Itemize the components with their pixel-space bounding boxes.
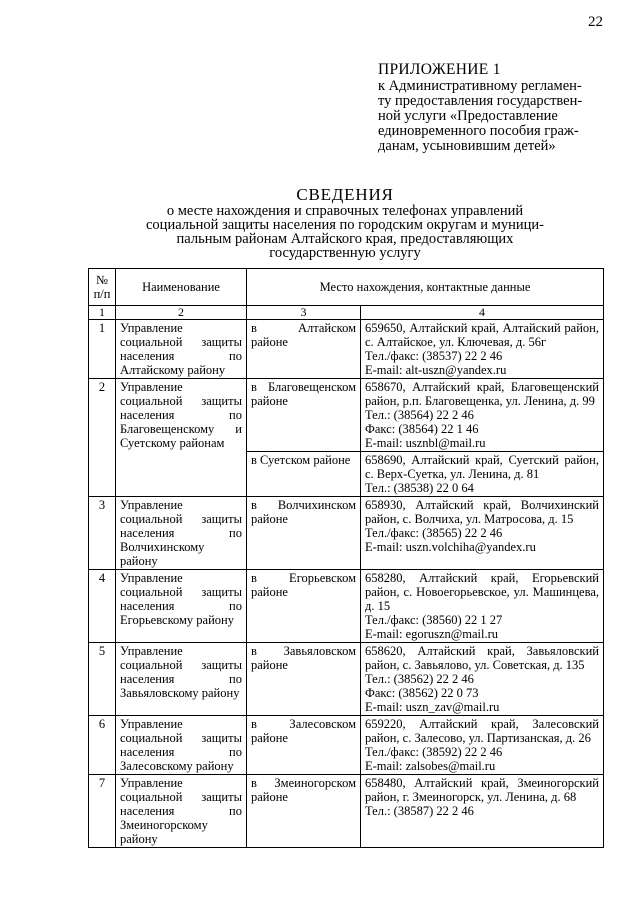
document-title: СВЕДЕНИЯ (296, 185, 394, 204)
row-number: 1 (89, 320, 116, 379)
heading-line: пальным районам Алтайского края, предоставляющих (176, 231, 514, 247)
row-number: 6 (89, 716, 116, 775)
table-row (89, 497, 604, 570)
office-name: Управление социальной защиты населения по Егорьевскому району (116, 570, 247, 643)
contact-line: Тел.: (38538) 22 0 64 (365, 481, 474, 495)
contacts-cell (361, 452, 604, 497)
contact-line: E-mail: zalsobes@mail.ru (365, 759, 496, 773)
appendix-block (378, 62, 600, 154)
address-line: 658670, Алтайский край, Благовещенский район, р.п. Благовещенка, ул. Ленина, д. 99 (365, 380, 599, 408)
address-line: 658280, Алтайский край, Егорьевский район, с. Новоегорьевское, ул. Машинцева, д. 15 (365, 571, 599, 613)
district-cell: в Залесовском районе (247, 716, 361, 775)
column-number: 2 (116, 306, 247, 320)
contact-line: Тел./факс: (38592) 22 2 46 (365, 745, 503, 759)
office-name: Управление социальной защиты населения по Волчихинскому району (116, 497, 247, 570)
contact-line: E-mail: egoruszn@mail.ru (365, 627, 499, 641)
district-cell: в Егорьевском районе (247, 570, 361, 643)
table-row (89, 775, 604, 848)
table-row (89, 379, 604, 452)
heading-line: социальной защиты населения по городским округам и муници- (146, 217, 544, 233)
office-name: Управление социальной защиты населения по Завьяловскому району (116, 643, 247, 716)
contacts-cell (361, 775, 604, 848)
district-cell: в Змеиногорском районе (247, 775, 361, 848)
address-line: 658620, Алтайский край, Завьяловский район, с. Завьялово, ул. Советская, д. 135 (365, 644, 599, 672)
page-number: 22 (588, 14, 603, 30)
column-number: 1 (89, 306, 116, 320)
header-name: Наименование (116, 269, 247, 306)
heading-line: государственную услугу (269, 245, 421, 261)
contacts-cell (361, 643, 604, 716)
contacts-cell (361, 716, 604, 775)
district-cell: в Завьяловском районе (247, 643, 361, 716)
district-cell: в Суетском районе (247, 452, 361, 497)
header-place: Место нахождения, контактные данные (247, 269, 604, 306)
address-line: 658930, Алтайский край, Волчихинский район, с. Волчиха, ул. Матросова, д. 15 (365, 498, 599, 526)
contact-line: Факс: (38562) 22 0 73 (365, 686, 479, 700)
contact-line: E-mail: usznbl@mail.ru (365, 436, 486, 450)
table-row (89, 643, 604, 716)
contact-line: E-mail: alt-uszn@yandex.ru (365, 363, 507, 377)
contacts-cell (361, 570, 604, 643)
contact-line: Факс: (38564) 22 1 46 (365, 422, 479, 436)
contact-line: E-mail: uszn_zav@mail.ru (365, 700, 500, 714)
row-number: 3 (89, 497, 116, 570)
appendix-line: ту предоставления государствен- (378, 93, 583, 109)
contact-line: Тел.: (38587) 22 2 46 (365, 804, 474, 818)
address-line: 658690, Алтайский край, Суетский район, с. Верх-Суетка, ул. Ленина, д. 81 (365, 453, 599, 481)
contact-line: E-mail: uszn.volchiha@yandex.ru (365, 540, 536, 554)
appendix-line: к Административному регламен- (378, 78, 582, 94)
table-header-row (89, 269, 604, 306)
contacts-cell (361, 320, 604, 379)
column-number-row (89, 306, 604, 320)
table-row (89, 320, 604, 379)
address-line: 659650, Алтайский край, Алтайский район, с. Алтайское, ул. Ключевая, д. 56г (365, 321, 599, 349)
table-row (89, 716, 604, 775)
contacts-cell (361, 379, 604, 452)
district-cell: в Благовещенском районе (247, 379, 361, 452)
district-cell: в Волчихинском районе (247, 497, 361, 570)
address-line: 659220, Алтайский край, Залесовский район, с. Залесово, ул. Партизанская, д. 26 (365, 717, 599, 745)
row-number: 7 (89, 775, 116, 848)
column-number: 3 (247, 306, 361, 320)
row-number: 2 (89, 379, 116, 497)
offices-table (88, 268, 604, 848)
document-heading (110, 185, 580, 261)
district-cell: в Алтайском районе (247, 320, 361, 379)
contact-line: Тел.: (38564) 22 2 46 (365, 408, 474, 422)
appendix-line: ной услуги «Предоставление (378, 108, 558, 124)
office-name: Управление социальной защиты населения по Благовещенскому и Суетскому районам (116, 379, 247, 497)
office-name: Управление социальной защиты населения по Залесовскому району (116, 716, 247, 775)
contact-line: Тел./факс: (38565) 22 2 46 (365, 526, 503, 540)
contact-line: Тел./факс: (38537) 22 2 46 (365, 349, 503, 363)
appendix-text (378, 79, 600, 154)
address-line: 658480, Алтайский край, Змеиногорский район, г. Змеиногорск, ул. Ленина, д. 68 (365, 776, 599, 804)
table-row (89, 570, 604, 643)
row-number: 5 (89, 643, 116, 716)
header-number: № п/п (89, 269, 116, 306)
contacts-cell (361, 497, 604, 570)
heading-line: о месте нахождения и справочных телефонах управлений (166, 203, 524, 219)
contact-line: Тел./факс: (38560) 22 1 27 (365, 613, 503, 627)
row-number: 4 (89, 570, 116, 643)
office-name: Управление социальной защиты населения по Алтайскому району (116, 320, 247, 379)
appendix-line: данам, усыновившим детей» (378, 138, 556, 154)
table-body (89, 320, 604, 848)
contact-line: Тел.: (38562) 22 2 46 (365, 672, 474, 686)
appendix-line: единовременного пособия граж- (378, 123, 579, 139)
column-number: 4 (361, 306, 604, 320)
appendix-title: ПРИЛОЖЕНИЕ 1 (378, 61, 501, 78)
office-name: Управление социальной защиты населения по Змеиногорскому району (116, 775, 247, 848)
